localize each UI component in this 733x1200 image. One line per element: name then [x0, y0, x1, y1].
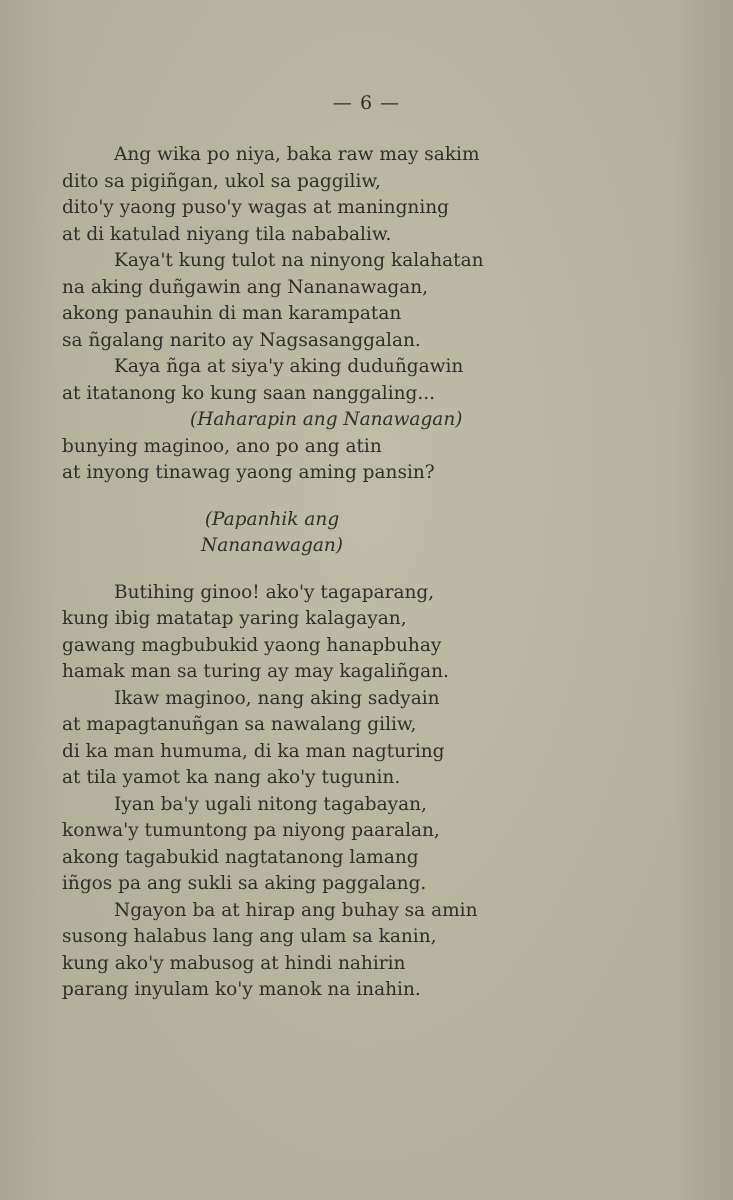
- verse-line: parang inyulam ko'y manok na inahin.: [62, 979, 421, 1000]
- stage-direction-line: (Papanhik ang: [204, 508, 340, 530]
- verse-line: iñgos pa ang sukli sa aking paggalang.: [62, 873, 427, 894]
- verse-line: at tila yamot ka nang ako'y tugunin.: [62, 767, 401, 788]
- verse-line: sa ñgalang narito ay Nagsasanggalan.: [62, 329, 421, 351]
- verse-line: at mapagtanuñgan sa nawalang giliw,: [62, 714, 417, 735]
- verse-line: dito sa pigiñgan, ukol sa paggiliw,: [62, 170, 381, 192]
- stage-direction-inline: (Haharapin ang Nanawagan): [190, 409, 463, 430]
- verse-text: [62, 142, 682, 1004]
- verse-line: Iyan ba'y ugali nitong tagabayan,: [114, 793, 427, 815]
- verse-line: hamak man sa turing ay may kagaliñgan.: [62, 661, 449, 682]
- verse-line: konwa'y tumuntong pa niyong paaralan,: [62, 820, 440, 841]
- verse-line: dito'y yaong puso'y wagas at maningning: [62, 197, 450, 218]
- stage-direction-line: Nananawagan): [201, 535, 343, 556]
- verse-line: at itatanong ko kung saan nanggaling...: [62, 382, 436, 404]
- verse-section-a: [62, 142, 682, 407]
- verse-line: Ikaw maginoo, nang aking sadyain: [114, 687, 440, 709]
- verse-line: susong halabus lang ang ulam sa kanin,: [62, 926, 437, 947]
- verse-line: Ang wika po niya, baka raw may sakim: [114, 144, 480, 165]
- verse-line: Butihing ginoo! ako'y tagaparang,: [114, 581, 435, 603]
- verse-line: Ngayon ba at hirap ang buhay sa amin: [114, 899, 478, 921]
- verse-line: Kaya't kung tulot na ninyong kalahatan: [114, 250, 484, 271]
- stage-direction-block: [62, 507, 482, 560]
- verse-line: na aking duñgawin ang Nananawagan,: [62, 276, 429, 298]
- verse-line: kung ako'y mabusog at hindi nahirin: [62, 952, 406, 974]
- page-number: — 6 —: [332, 92, 401, 114]
- verse-line: kung ibig matatap yaring kalagayan,: [62, 608, 407, 629]
- verse-line: di ka man humuma, di ka man nagturing: [62, 740, 445, 762]
- verse-line: gawang magbubukid yaong hanapbuhay: [62, 634, 442, 656]
- verse-line: at inyong tinawag yaong aming pansin?: [62, 462, 435, 483]
- verse-section-b: [62, 434, 682, 487]
- verse-line: at di katulad niyang tila nababaliw.: [62, 223, 392, 245]
- verse-line: bunying maginoo, ano po ang atin: [62, 435, 382, 457]
- verse-line: akong tagabukid nagtatanong lamang: [62, 846, 419, 868]
- verse-line: Kaya ñga at siya'y aking duduñgawin: [114, 356, 464, 377]
- verse-line: akong panauhin di man karampatan: [62, 303, 402, 324]
- verse-section-c: [62, 580, 682, 1004]
